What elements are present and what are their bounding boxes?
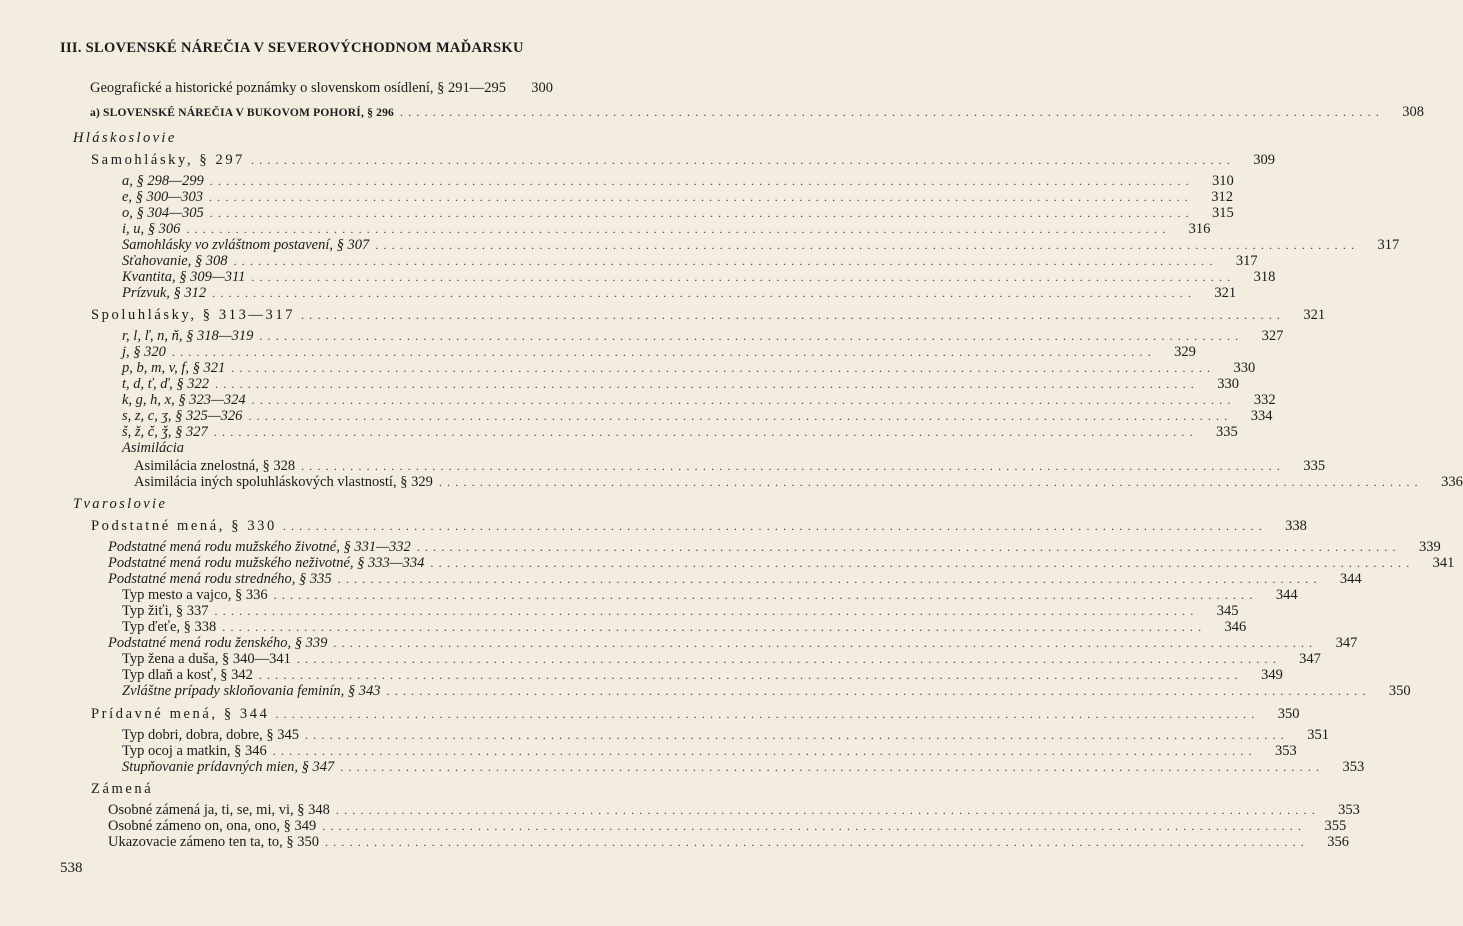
toc-page-ref: 317 [1377, 237, 1400, 253]
toc-entry-label: s, z, c, ʒ, § 325—326 [122, 408, 243, 424]
toc-entry [122, 392, 1276, 408]
toc-entry [122, 759, 1365, 775]
dot-leader: ........................................................................................................................ [333, 636, 1318, 650]
toc-entry [108, 802, 1360, 818]
toc-page-ref: 351 [1307, 727, 1329, 743]
toc-entry-label: Podstatné mená rodu ženského, § 339 [108, 635, 328, 651]
chapter-heading: III. SLOVENSKÉ NÁREČIA V SEVEROVÝCHODNOM MAĎARSKU [60, 40, 524, 56]
toc-entry-label: t, d, ť, ď, § 322 [122, 376, 209, 392]
toc-page-ref: 347 [1335, 635, 1358, 651]
dot-leader: ........................................................................................................................ [272, 744, 1257, 758]
toc-entry [122, 253, 1258, 269]
toc-entry [108, 834, 1349, 850]
toc-entry [91, 152, 1276, 168]
toc-entry-label: Podstatné mená rodu mužského životné, § 331—332 [108, 539, 411, 555]
toc-entry-label: Osobné zámená ja, ti, se, mi, vi, § 348 [108, 802, 330, 818]
toc-page-ref: 344 [1339, 571, 1362, 587]
toc-entry [122, 651, 1321, 667]
toc-page-ref: 347 [1299, 651, 1321, 667]
dot-leader: ........................................................................................................................ [438, 475, 1423, 489]
dot-leader: ........................................................................................................................ [248, 409, 1233, 423]
toc-entry [122, 189, 1233, 205]
toc-entry [122, 743, 1297, 759]
dot-leader: ........................................................................................................................ [273, 588, 1258, 602]
dot-leader: ........................................................................................................................ [335, 803, 1320, 817]
toc-page-ref: 335 [1303, 458, 1326, 474]
toc-page-ref: 344 [1275, 587, 1298, 603]
toc-page-ref: 353 [1338, 802, 1360, 818]
toc-entry-label: a, § 298—299 [122, 173, 204, 189]
dot-leader: ........................................................................................................................ [304, 728, 1289, 742]
dot-leader: ........................................................................................................................ [251, 153, 1236, 167]
dot-leader: ........................................................................................................................ [400, 105, 1384, 119]
dot-leader: ........................................................................................................................ [215, 377, 1199, 391]
dot-leader: ........................................................................................................................ [337, 572, 1322, 586]
toc-entry-label: k, g, h, x, § 323—324 [122, 392, 246, 408]
dot-leader: ........................................................................................................................ [222, 620, 1207, 634]
toc-page-ref: 300 [531, 80, 553, 96]
dot-leader: ........................................................................................................................ [301, 308, 1286, 322]
toc-entry-label: j, § 320 [122, 344, 166, 360]
toc-entry-label: Samohlásky vo zvláštnom postavení, § 307 [122, 237, 370, 253]
toc-entry [122, 173, 1234, 189]
toc-page-ref: 316 [1188, 221, 1211, 237]
toc-page-ref: 336 [1441, 474, 1463, 490]
dot-leader: ........................................................................................................................ [186, 222, 1171, 236]
toc-page-ref: 308 [1402, 104, 1424, 120]
toc-page-ref: 310 [1212, 173, 1234, 189]
toc-entry-label: Spoluhlásky, § 313—317 [91, 307, 296, 323]
toc-page-ref: 349 [1261, 667, 1283, 683]
dot-leader: ........................................................................................................................ [340, 760, 1325, 774]
toc-entry-label: Ukazovacie zámeno ten ta, to, § 350 [108, 834, 319, 850]
toc-entry [122, 440, 553, 456]
toc-entry-label: a) SLOVENSKÉ NÁREČIA V BUKOVOM POHORÍ, § 296 [90, 107, 394, 119]
toc-entry-label: Stupňovanie prídavných mien, § 347 [122, 759, 335, 775]
toc-page-ref: 338 [1285, 518, 1307, 534]
toc-page-ref: 327 [1261, 328, 1284, 344]
toc-entry [122, 328, 1284, 344]
toc-section-heading: Hláskoslovie [73, 130, 177, 146]
toc-page-ref: 329 [1174, 344, 1196, 360]
dot-leader: ........................................................................................................................ [208, 190, 1193, 204]
toc-page-ref: 355 [1324, 818, 1347, 834]
toc-entry [122, 285, 1237, 301]
toc-page-ref: 341 [1432, 555, 1455, 571]
toc-entry [108, 555, 1455, 571]
toc-entry [122, 205, 1234, 221]
toc-entry-label: š, ž, č, ǯ, § 327 [122, 424, 208, 440]
toc-page-ref: 334 [1250, 408, 1273, 424]
toc-entry [122, 221, 1211, 237]
dot-leader: ........................................................................................................................ [282, 519, 1267, 533]
toc-entry [122, 376, 1239, 392]
dot-leader: ........................................................................................................................ [259, 329, 1244, 343]
dot-leader: ........................................................................................................................ [251, 393, 1236, 407]
toc-entry [122, 237, 1400, 253]
toc-page-ref: 350 [1277, 706, 1300, 722]
toc-page-ref: 321 [1214, 285, 1237, 301]
dot-leader: ........................................................................................................................ [209, 174, 1194, 188]
toc-page-ref: 346 [1224, 619, 1247, 635]
toc-page-ref: 312 [1211, 189, 1233, 205]
dot-leader: ........................................................................................................................ [322, 819, 1307, 833]
toc-section-heading: Tvaroslovie [73, 496, 168, 512]
toc-entry [91, 518, 1307, 534]
toc-page-ref: 321 [1303, 307, 1326, 323]
toc-entry [108, 818, 1347, 834]
toc-page-ref: 315 [1212, 205, 1234, 221]
toc-page-ref: 332 [1253, 392, 1276, 408]
dot-leader: ........................................................................................................................ [212, 286, 1197, 300]
dot-leader: ........................................................................................................................ [430, 556, 1415, 570]
toc-entry-label: Typ ocoj a matkin, § 346 [122, 743, 267, 759]
toc-page-ref: 330 [1233, 360, 1256, 376]
toc-entry [122, 587, 1298, 603]
toc-entry-label: Typ žiťi, § 337 [122, 603, 209, 619]
toc-page-ref: 317 [1235, 253, 1258, 269]
dot-leader: ........................................................................................................................ [209, 206, 1194, 220]
toc-entry-label: Typ žena a duša, § 340—341 [122, 651, 291, 667]
toc-page-ref: 350 [1388, 683, 1411, 699]
toc-page-ref: 318 [1253, 269, 1276, 285]
toc-entry-label: p, b, m, v, f, § 321 [122, 360, 226, 376]
toc-page-ref: 345 [1216, 603, 1239, 619]
toc-entry-label: Typ dobri, dobra, dobre, § 345 [122, 727, 299, 743]
toc-entry [90, 80, 553, 96]
toc-entry-label: Typ mesto a vajco, § 336 [122, 587, 268, 603]
dot-leader: ........................................................................................................................ [213, 425, 1198, 439]
toc-entry-label: Typ dlaň a kosť, § 342 [122, 667, 253, 683]
toc-page-ref: 309 [1253, 152, 1276, 168]
dot-leader: ........................................................................................................................ [324, 835, 1309, 849]
toc-entry [122, 683, 1411, 699]
toc-entry-label: o, § 304—305 [122, 205, 204, 221]
toc-entry-label: Kvantita, § 309—311 [122, 269, 246, 285]
toc-entry-label: Asimilácia iných spoluhláskových vlastností, § 329 [134, 474, 433, 490]
toc-entry [134, 458, 1326, 474]
toc-entry-label: Prízvuk, § 312 [122, 285, 207, 301]
dot-leader: ........................................................................................................................ [231, 361, 1216, 375]
page-number: 538 [60, 860, 83, 876]
toc-entry [108, 571, 1362, 587]
toc-entry-label: Asimilácia [122, 440, 185, 456]
dot-leader: ........................................................................................................................ [275, 707, 1260, 721]
toc-entry [108, 635, 1358, 651]
toc-entry-label: Geografické a historické poznámky o slovenskom osídlení, § 291—295 [90, 80, 506, 96]
toc-entry-label: Osobné zámeno on, ona, ono, § 349 [108, 818, 317, 834]
toc-entry [122, 603, 1239, 619]
dot-leader: ........................................................................................................................ [375, 238, 1360, 252]
toc-entry-label: Zvláštne prípady skloňovania feminín, § 343 [122, 683, 381, 699]
toc-entry [91, 706, 1300, 722]
toc-page-ref: 335 [1216, 424, 1238, 440]
dot-leader: ........................................................................................................................ [258, 668, 1243, 682]
toc-entry-label: Podstatné mená rodu stredného, § 335 [108, 571, 332, 587]
dot-leader: ........................................................................................................................ [251, 270, 1236, 284]
toc-entry [108, 539, 1441, 555]
toc-entry-label: Prídavné mená, § 344 [91, 706, 270, 722]
dot-leader: ........................................................................................................................ [301, 459, 1286, 473]
toc-entry-label: Sťahovanie, § 308 [122, 253, 228, 269]
toc-entry-label: Podstatné mená, § 330 [91, 518, 277, 534]
dot-leader: ........................................................................................................................ [386, 684, 1371, 698]
toc-entry-label: Asimilácia znelostná, § 328 [134, 458, 296, 474]
toc-entry [90, 104, 1424, 121]
dot-leader: ........................................................................................................................ [171, 345, 1156, 359]
dot-leader: ........................................................................................................................ [233, 254, 1218, 268]
toc-entry [91, 307, 1326, 323]
dot-leader: ........................................................................................................................ [416, 540, 1401, 554]
toc-page-ref: 353 [1275, 743, 1297, 759]
toc-page-ref: 356 [1327, 834, 1349, 850]
dot-leader: ........................................................................................................................ [214, 604, 1199, 618]
toc-entry [122, 360, 1256, 376]
toc-entry [122, 344, 1196, 360]
toc-page-ref: 339 [1418, 539, 1441, 555]
dot-leader: ........................................................................................................................ [296, 652, 1281, 666]
toc-page-ref: 330 [1217, 376, 1239, 392]
toc-entry-label: i, u, § 306 [122, 221, 181, 237]
toc-entry-label: Zámená [91, 781, 154, 797]
toc-entry [122, 424, 1238, 440]
toc-entry-label: Samohlásky, § 297 [91, 152, 246, 168]
toc-entry-label: e, § 300—303 [122, 189, 203, 205]
toc-entry-label: Typ ďeťe, § 338 [122, 619, 217, 635]
toc-entry [134, 474, 1463, 490]
toc-page-ref: 353 [1342, 759, 1365, 775]
toc-entry [122, 619, 1247, 635]
toc-entry-label: Podstatné mená rodu mužského neživotné, § 333—334 [108, 555, 425, 571]
toc-entry [122, 269, 1276, 285]
toc-entry [91, 781, 553, 797]
toc-entry [122, 727, 1329, 743]
toc-entry-label: r, l, ľ, n, ň, § 318—319 [122, 328, 254, 344]
toc-entry [122, 667, 1283, 683]
toc-entry [122, 408, 1273, 424]
